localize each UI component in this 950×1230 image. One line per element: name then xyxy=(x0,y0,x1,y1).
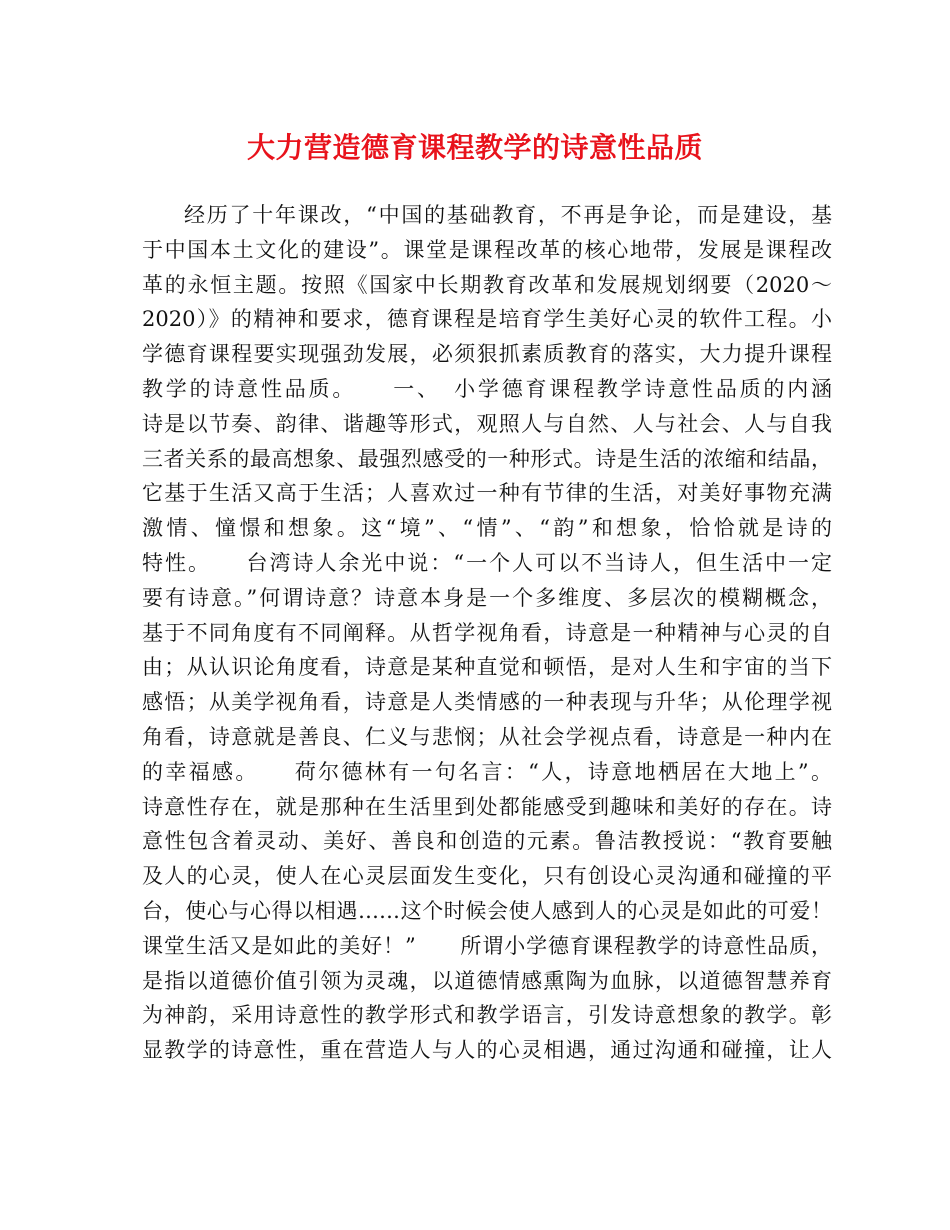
body-line: 2020）》的精神和要求，德育课程是培育学生美好心灵的软件工程。小 xyxy=(142,307,832,332)
body-line: 课堂生活又是如此的美好！” 所谓小学德育课程教学的诗意性品质， xyxy=(142,933,832,958)
body-line: 革的永恒主题。按照《国家中长期教育改革和发展规划纲要（2020～ xyxy=(142,272,832,297)
body-line: 角看，诗意就是善良、仁义与悲悯；从社会学视点看，诗意是一种内在 xyxy=(142,724,832,749)
body-line: 于中国本土文化的建设”。课堂是课程改革的核心地带，发展是课程改 xyxy=(142,237,832,262)
body-line: 诗意性存在，就是那种在生活里到处都能感受到趣味和美好的存在。诗 xyxy=(142,794,832,819)
document-title: 大力营造德育课程教学的诗意性品质 xyxy=(246,131,703,164)
body-line: 激情、憧憬和想象。这“境”、“情”、“韵”和想象，恰恰就是诗的 xyxy=(142,516,832,541)
body-line: 基于不同角度有不同阐释。从哲学视角看，诗意是一种精神与心灵的自 xyxy=(142,620,832,645)
body-line: 要有诗意。”何谓诗意？诗意本身是一个多维度、多层次的模糊概念， xyxy=(142,585,832,610)
body-line: 由；从认识论角度看，诗意是某种直觉和顿悟，是对人生和宇宙的当下 xyxy=(142,655,832,680)
body-line: 经历了十年课改，“中国的基础教育，不再是争论，而是建设，基 xyxy=(184,203,832,227)
body-line: 三者关系的最高想象、最强烈感受的一种形式。诗是生活的浓缩和结晶， xyxy=(142,446,832,471)
body-line: 为神韵，采用诗意性的教学形式和教学语言，引发诗意想象的教学。彰 xyxy=(142,1003,832,1028)
body-line: 及人的心灵，使人在心灵层面发生变化，只有创设心灵沟通和碰撞的平 xyxy=(142,864,832,889)
body-line: 是指以道德价值引领为灵魂，以道德情感熏陶为血脉，以道德智慧养育 xyxy=(142,968,832,993)
body-line: 教学的诗意性品质。 一、 小学德育课程教学诗意性品质的内涵 xyxy=(142,376,832,401)
body-line: 特性。 台湾诗人余光中说：“一个人可以不当诗人，但生活中一定 xyxy=(142,550,832,575)
body-line: 显教学的诗意性，重在营造人与人的心灵相遇，通过沟通和碰撞，让人 xyxy=(142,1038,832,1063)
body-line: 台，使心与心得以相遇……这个时候会使人感到人的心灵是如此的可爱！ xyxy=(142,898,832,923)
body-line: 学德育课程要实现强劲发展，必须狠抓素质教育的落实，大力提升课程 xyxy=(142,342,832,367)
body-line: 的幸福感。 荷尔德林有一句名言：“人，诗意地栖居在大地上”。 xyxy=(142,759,832,784)
body-line: 诗是以节奏、韵律、谐趣等形式，观照人与自然、人与社会、人与自我 xyxy=(142,411,832,436)
body-line: 意性包含着灵动、美好、善良和创造的元素。鲁洁教授说：“教育要触 xyxy=(142,829,832,854)
document-body xyxy=(142,198,832,1068)
body-line: 感悟；从美学视角看，诗意是人类情感的一种表现与升华；从伦理学视 xyxy=(142,690,832,715)
body-line: 它基于生活又高于生活；人喜欢过一种有节律的生活，对美好事物充满 xyxy=(142,481,832,506)
